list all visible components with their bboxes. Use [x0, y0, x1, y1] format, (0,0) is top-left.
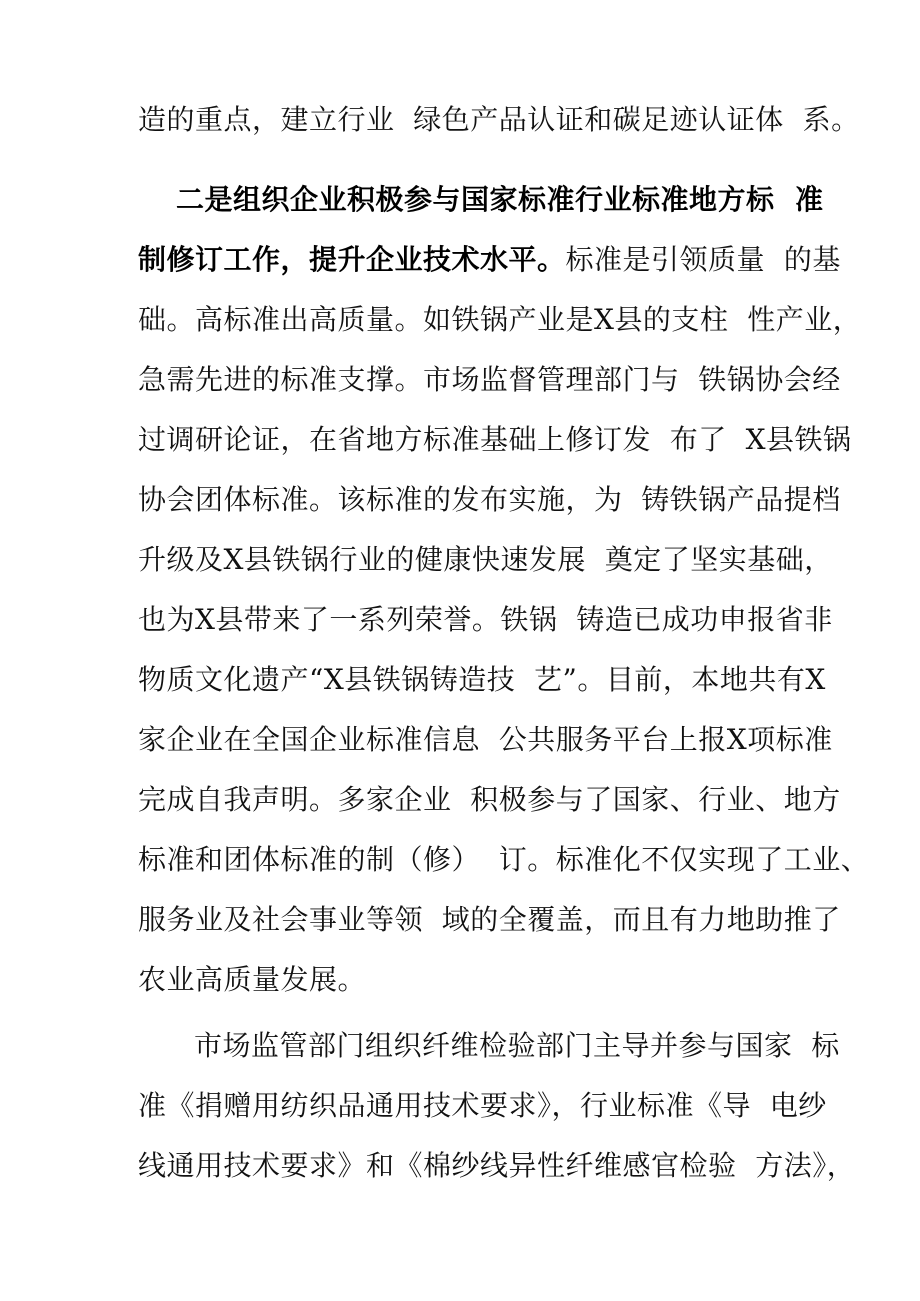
text-line-2-rest: 标准是引领质量 的基 — [565, 243, 841, 276]
text-line-3: 础。高标准出高质量。如铁锅产业是X县的支柱 性产业， — [138, 303, 862, 336]
heading-line-2: 制修订工作，提升企业技术水平。 — [138, 243, 566, 276]
text-line-17: 线通用技术要求》和《棉纱线异性纤维感官检验 方法》， — [138, 1149, 856, 1182]
text-line-11: 完成自我声明。多家企业 积极参与了国家、行业、地方 — [138, 783, 841, 816]
text-line-5: 过调研论证，在省地方标准基础上修订发 布了 X县铁锅 — [138, 423, 852, 456]
text-line-13: 服务业及社会事业等领 域的全覆盖，而且有力地助推了 — [138, 903, 841, 936]
text-line-12: 标准和团体标准的制（修） 订。标准化不仅实现了工业、 — [138, 843, 870, 876]
text-line-10: 家企业在全国企业标准信息 公共服务平台上报X项标准 — [138, 723, 833, 756]
text-line-1: 造的重点，建立行业 绿色产品认证和碳足迹认证体 系。 — [138, 103, 860, 136]
text-line-6: 协会团体标准。该标准的发布实施，为 铸铁锅产品提档 — [138, 483, 841, 516]
text-line-7: 升级及X县铁锅行业的健康快速发展 奠定了坚实基础， — [138, 543, 833, 576]
text-line-14: 农业高质量发展。 — [138, 963, 367, 996]
text-line-2 — [138, 240, 841, 280]
text-line-9: 物质文化遗产“X县铁锅铸造技 艺”。目前，本地共有X — [138, 663, 826, 696]
text-line-8: 也为X县带来了一系列荣誉。铁锅 铸造已成功申报省非 — [138, 603, 833, 636]
text-line-4: 急需先进的标准支撑。市场监督管理部门与 铁锅协会经 — [138, 363, 841, 396]
heading-line-1: 二是组织企业积极参与国家标准行业标准地方标 准 — [176, 183, 824, 216]
text-line-15: 市场监管部门组织纤维检验部门主导并参与国家 标 — [194, 1029, 840, 1062]
text-line-16: 准《捐赠用纺织品通用技术要求》，行业标准《导 电纱 — [138, 1089, 827, 1122]
